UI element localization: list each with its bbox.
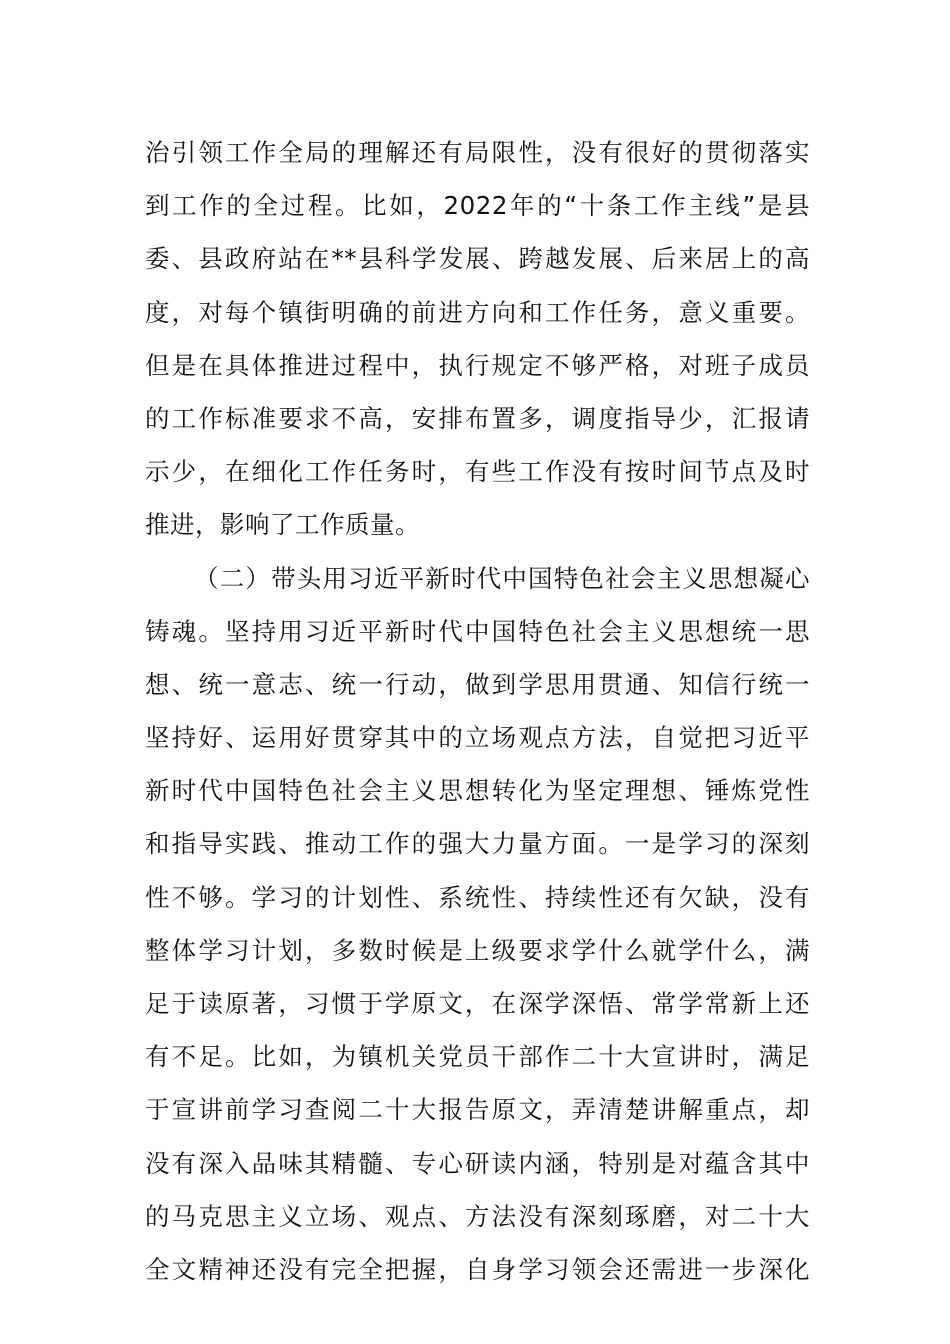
text-line: 治引领工作全局的理解还有局限性，没有很好的贯彻落实 [145,138,810,167]
paragraph-2 [145,552,810,1297]
text-line: 委、县政府站在**县科学发展、跨越发展、后来居上的高 [145,244,810,274]
text-line: 于宣讲前学习查阅二十大报告原文，弄清楚讲解重点，却 [145,1095,810,1125]
text-line: 的工作标准要求不高，安排布置多，调度指导少，汇报请 [145,403,810,433]
text-line: 整体学习计划，多数时候是上级要求学什么就学什么，满 [145,935,810,965]
text-line: 新时代中国特色社会主义思想转化为坚定理想、锤炼党性 [145,776,810,806]
section-heading-line: （二）带头用习近平新时代中国特色社会主义思想凝心 [194,563,810,593]
text-line: 但是在具体推进过程中，执行规定不够严格，对班子成员 [145,350,810,380]
text-line: 性不够。学习的计划性、系统性、持续性还有欠缺，没有 [145,882,810,912]
text-line: 度，对每个镇街明确的前进方向和工作任务，意义重要。 [145,297,810,327]
text-line: 有不足。比如，为镇机关党员干部作二十大宣讲时，满足 [145,1042,810,1072]
text-line: 想、统一意志、统一行动，做到学思用贯通、知信行统一 [145,669,810,699]
text-line: 的马克思主义立场、观点、方法没有深刻琢磨，对二十大 [145,1201,810,1231]
body-text [145,126,810,1296]
text-line: 到工作的全过程。比如，2022年的“十条工作主线”是县 [145,191,810,221]
text-line: 没有深入品味其精髓、专心研读内涵，特别是对蕴含其中 [145,1148,810,1178]
text-line: 铸魂。坚持用习近平新时代中国特色社会主义思想统一思 [145,616,810,646]
text-line: 推进，影响了工作质量。 [145,510,420,540]
text-line: 全文精神还没有完全把握，自身学习领会还需进一步深化 [145,1254,810,1284]
text-line: 示少，在细化工作任务时，有些工作没有按时间节点及时 [145,457,810,487]
text-line: 足于读原著，习惯于学原文，在深学深悟、常学常新上还 [145,989,810,1018]
text-line: 坚持好、运用好贯穿其中的立场观点方法，自觉把习近平 [145,723,810,753]
text-line: 和指导实践、推动工作的强大力量方面。一是学习的深刻 [145,829,810,859]
paragraph-1 [145,126,810,552]
